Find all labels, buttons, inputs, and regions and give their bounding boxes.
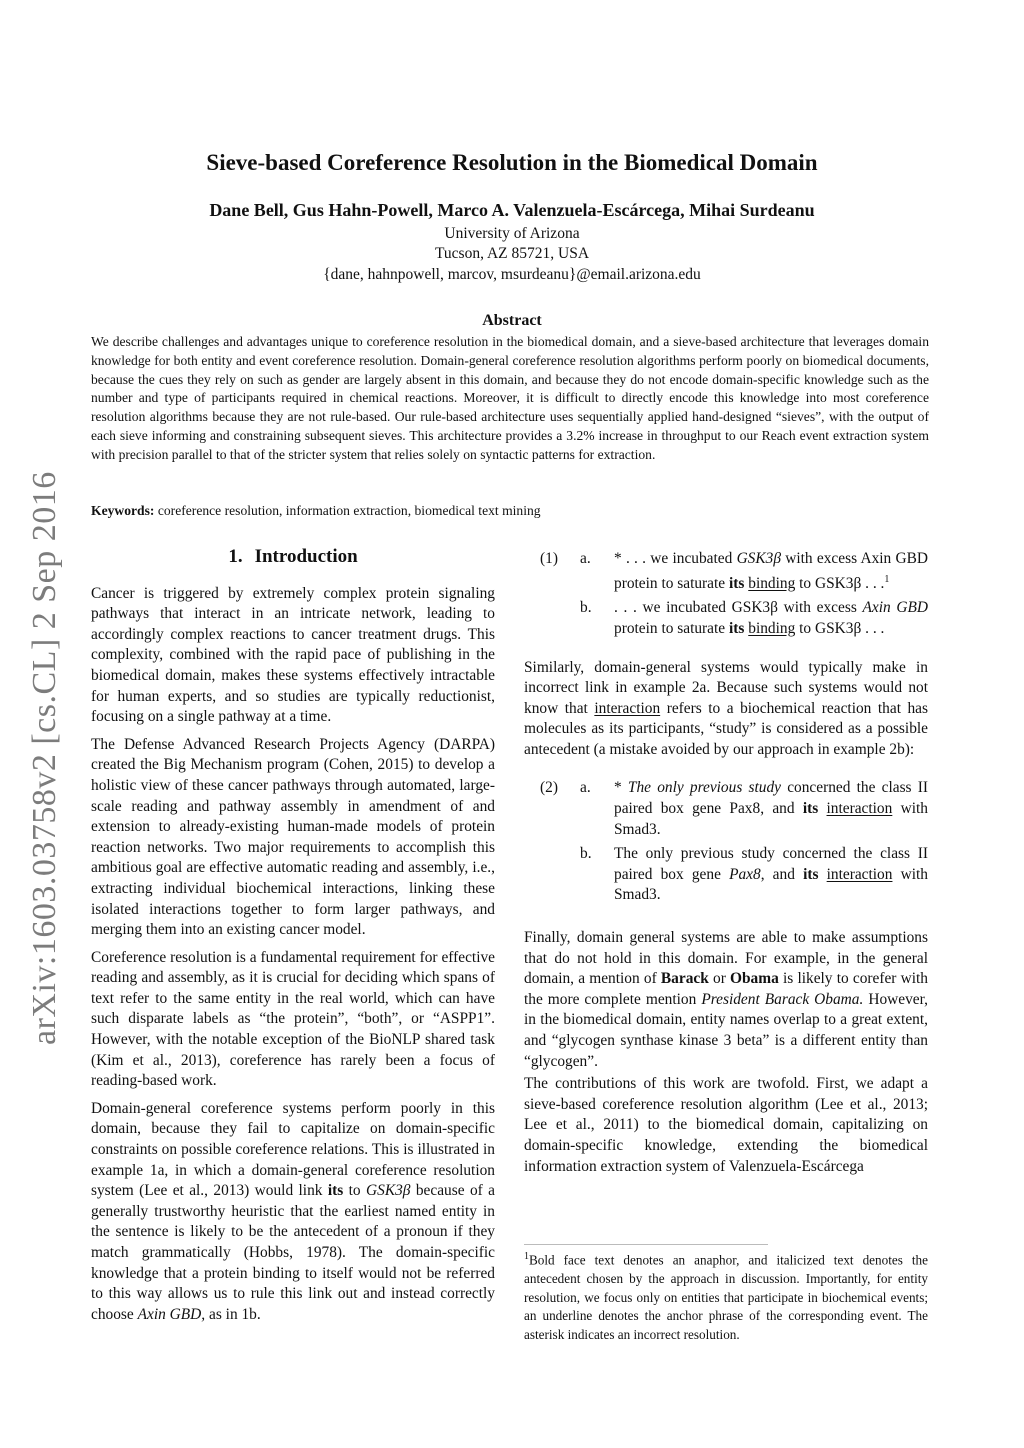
anaphor-text: its — [728, 574, 745, 592]
keywords-label: Keywords: — [91, 503, 155, 518]
paragraph-text: is likely to corefer with the more complete mention — [524, 970, 928, 1008]
example-text: with Smad3. — [614, 800, 928, 838]
antecedent-text: GSK3β — [366, 1182, 411, 1200]
address: Tucson, AZ 85721, USA — [434, 245, 590, 262]
example-1 — [524, 549, 928, 640]
paragraph-text: refers to a biochemical reaction that has molecules as its participants, “study” is considered as a possible antecedent (a mistake avoided by our approach in example 2b): — [524, 699, 928, 758]
intro-paragraph-3: Coreference resolution is a fundamental requirement for effective reading and assembly, as it is crucial for deciding which spans of text refer to the same entity in the real world, which can have such disparate labels as “the protein”, “both”, or “ASPP1”. However, with the notable exception of the BioNLP shared task (Kim et al., 2013), coreference has rarely been a focus of reading-based work. — [91, 948, 495, 1090]
example-2 — [524, 778, 928, 906]
contributions-paragraph: The contributions of this work are twofold. First, we adapt a sieve-based coreference resolution algorithm (Lee et al., 2013; Lee et al., 2011) to the biomedical domain, capitalizing on domain-specific knowledge, extending the biomedical information extraction system of Valenzuela-Escárcega — [524, 1075, 928, 1175]
anchor-text: binding — [748, 619, 796, 637]
paragraph-text: to — [348, 1182, 361, 1200]
example-2b — [524, 844, 928, 906]
example-label: a. — [580, 550, 591, 567]
footnote-rule — [524, 1244, 768, 1245]
example-text: with excess Axin GBD protein to saturate — [614, 550, 928, 592]
example-text: protein to saturate — [614, 619, 726, 637]
footnote-marker: 1 — [524, 1251, 529, 1262]
author-list: Dane Bell, Gus Hahn-Powell, Marco A. Valenzuela-Escárcega, Mihai Surdeanu — [209, 200, 815, 220]
example-1a — [524, 549, 928, 594]
antecedent-text: Axin GBD — [862, 599, 928, 617]
anaphor-text: its — [802, 800, 819, 818]
example-text: to GSK3β . . . — [799, 619, 885, 637]
similarly-paragraph — [524, 658, 928, 761]
example-1b — [524, 598, 928, 639]
anaphor-text: Barack — [660, 970, 709, 988]
example-label: b. — [580, 845, 592, 863]
intro-paragraph-2: The Defense Advanced Research Projects Agency (DARPA) created the Big Mechanism program (Cohen, 2015) to develop a holistic view of these cancer pathways through automated, large-scale reading and pathway assembly in amendment of and extension to already-existing human-made models of protein reaction networks. Two major requirements to accomplish this ambitious goal are effective automatic reading and assembly, i.e., extracting individual biochemical interactions, linking these isolated interactions together to form larger pathways, and merging them into an existing cancer model. — [91, 735, 495, 939]
anchor-text: binding — [748, 574, 796, 592]
institution: University of Arizona — [444, 225, 580, 242]
anchor-text: interaction — [594, 699, 661, 717]
example-label: a. — [580, 779, 591, 797]
abstract-heading: Abstract — [482, 312, 542, 329]
section-heading — [91, 547, 495, 568]
example-2a — [524, 778, 928, 840]
paragraph-text: or — [713, 970, 726, 988]
footnote — [524, 1248, 928, 1344]
section-title: Introduction — [254, 546, 358, 567]
intro-paragraph-4 — [91, 1099, 495, 1326]
anchor-text: interaction — [826, 865, 893, 883]
intro-paragraph-1: Cancer is triggered by extremely complex protein signaling pathways that interact in an intricate network, leading to accordingly complex reactions to cancer treatment drugs. This complexity, combined with the rapid pace of publishing in the biomedical domain, makes these systems effectively intractable for human experts, and so studies are typically reductionist, focusing on a single pathway at a time. — [91, 584, 495, 726]
email-list: {dane, hahnpowell, marcov, msurdeanu}@email.arizona.edu — [323, 266, 701, 283]
right-column — [524, 549, 928, 1184]
anaphor-text: its — [327, 1182, 344, 1200]
finally-paragraph — [524, 928, 928, 1072]
example-number: (1) — [540, 550, 558, 567]
footnote-text: Bold face text denotes an anaphor, and italicized text denotes the antecedent chosen by the approach in discussion. Importantly, for entity resolution, we focus only on entities that participate in biochemical events; an underline denotes the anchor phrase of the corresponding event. The asterisk indicates an incorrect resolution. — [524, 1252, 928, 1342]
paragraph-text: Domain-general coreference systems perform poorly in this domain, because they fail to capitalize on domain-specific constraints on possible coreference relations. This is illustrated in example 1a, in which a domain-general coreference resolution system (Lee et al., 2013) would link — [91, 1099, 495, 1200]
example-text: * . . . we incubated — [614, 550, 733, 567]
paragraph-text: Similarly, domain-general systems would typically make in incorrect link in example 2a. Because such systems would not know that — [524, 658, 928, 717]
footnote-marker: 1 — [884, 573, 890, 585]
anaphor-text: its — [728, 619, 745, 637]
paragraph-text: Finally, domain general systems are able to make assumptions that do not hold in this domain. For example, in the general domain, a mention of — [524, 929, 928, 988]
anaphor-text: its — [803, 865, 819, 883]
section-number: 1. — [228, 546, 243, 567]
paragraph-text: as in 1b. — [209, 1305, 261, 1323]
antecedent-text: GSK3β — [736, 550, 781, 567]
example-text: concerned the class II paired box gene Pax8, and — [614, 779, 928, 818]
keywords — [91, 503, 929, 519]
antecedent-text: President Barack Obama. — [701, 990, 864, 1008]
example-label: b. — [580, 599, 592, 617]
keywords-text: coreference resolution, information extraction, biomedical text mining — [157, 503, 541, 518]
anchor-text: interaction — [826, 800, 893, 818]
antecedent-text: Pax8 — [729, 865, 761, 883]
paragraph-text: because of a generally trustworthy heuristic that the earliest named entity in the sentence is likely to be the antecedent of a pronoun if they match grammatically (Hobbs, 1978). The domain-specific knowledge that a protein binding to itself would not be referred to this way allows us to rule this link out and instead correctly choose — [91, 1182, 495, 1323]
left-column — [91, 547, 495, 1332]
example-text: The only previous study concerned the class II paired box gene — [614, 845, 928, 883]
example-text: * — [614, 779, 622, 797]
arxiv-stamp: arXiv:1603.03758v2 [cs.CL] 2 Sep 2016 — [26, 471, 63, 1045]
example-number: (2) — [540, 779, 558, 797]
anaphor-text: Obama — [730, 970, 779, 988]
paragraph-text: However, in the biomedical domain, entity names overlap to a great extent, and “glycogen synthase kinase 3 beta” is a different entity than “glycogen”. — [524, 990, 928, 1070]
example-text: , and — [760, 865, 795, 883]
antecedent-text: Axin GBD, — [137, 1305, 206, 1323]
abstract-text: We describe challenges and advantages unique to coreference resolution in the biomedical domain, and a sieve-based architecture that leverages domain knowledge for both entity and event coreference resolution. Domain-general coreference resolution algorithms perform poorly on biomedical documents, because the cues they rely on such as gender are largely absent in this domain, and because they do not encode domain-specific knowledge such as the number and type of participants required in chemical reactions. Moreover, it is difficult to directly encode this knowledge into most coreference resolution algorithms because they are not rule-based. Our rule-based architecture uses sequentially applied hand-designed “sieves”, with the output of each sieve informing and constraining subsequent sieves. This architecture provides a 3.2% increase in throughput to our Reach event extraction system with precision parallel to that of the stricter system that relies solely on syntactic patterns for extraction. — [91, 334, 929, 462]
antecedent-text: The only previous study — [627, 779, 781, 797]
example-text: to GSK3β . . . — [799, 574, 885, 592]
paper-title: Sieve-based Coreference Resolution in the Biomedical Domain — [206, 150, 818, 175]
example-text: with Smad3. — [614, 865, 928, 904]
example-text: . . . we incubated GSK3β with excess — [614, 599, 857, 617]
